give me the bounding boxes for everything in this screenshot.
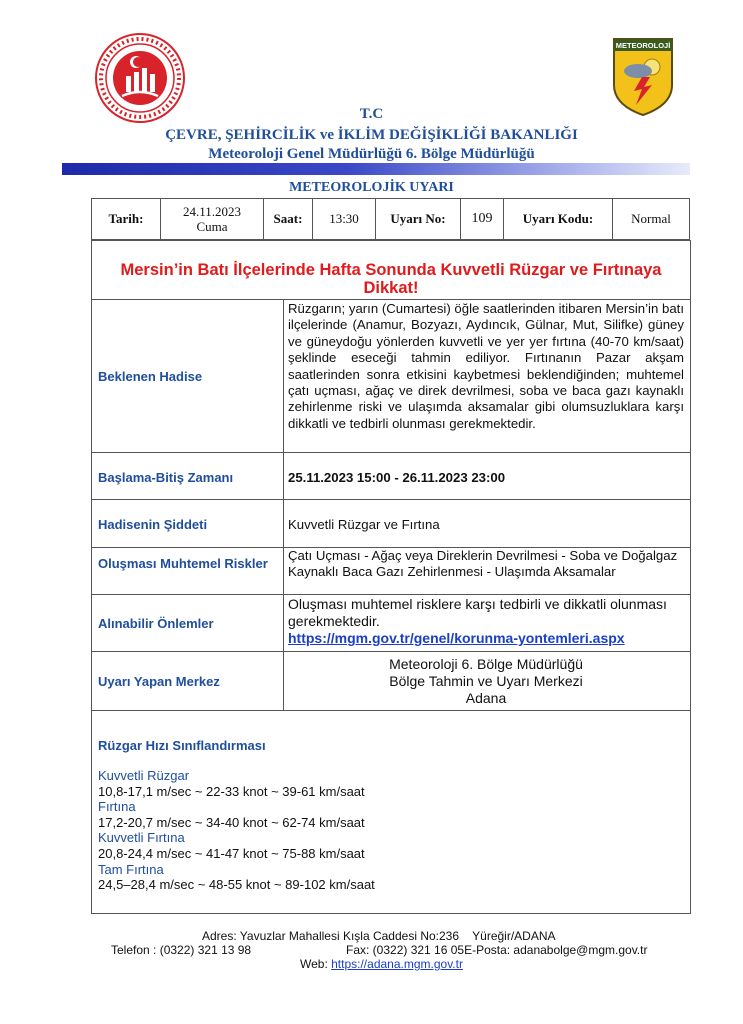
column-divider — [283, 299, 284, 711]
date-label: Tarih: — [92, 199, 161, 240]
meteoroloji-shield-logo — [612, 37, 674, 117]
footer-web — [300, 957, 463, 971]
time-value: 13:30 — [313, 199, 376, 240]
footer-address: Adres: Yavuzlar Mahallesi Kışla Caddesi No:236 Yüreğir/ADANA — [202, 929, 556, 943]
row-divider — [91, 452, 691, 453]
center-line-2: Bölge Tahmin ve Uyarı Merkezi — [389, 673, 583, 689]
protection-methods-link[interactable]: https://mgm.gov.tr/genel/korunma-yontemleri.aspx — [288, 630, 625, 646]
directorate-title: Meteoroloji Genel Müdürlüğü 6. Bölge Müdürlüğü — [208, 146, 535, 162]
severity-value: Kuvvetli Rüzgar ve Fırtına — [288, 517, 440, 532]
wind-class-name: Fırtına — [98, 799, 136, 815]
row-divider — [91, 710, 691, 711]
time-label: Saat: — [264, 199, 313, 240]
center-line-3: Adana — [465, 690, 507, 706]
measures-label: Alınabilir Önlemler — [98, 616, 214, 631]
warning-no-label: Uyarı No: — [376, 199, 461, 240]
wind-class-range: 10,8-17,1 m/sec ~ 22-33 knot ~ 39-61 km/saat — [98, 783, 365, 799]
start-end-time-value: 25.11.2023 15:00 - 26.11.2023 23:00 — [288, 470, 506, 485]
wind-class-name: Kuvvetli Fırtına — [98, 830, 185, 846]
wind-classification-list — [98, 768, 375, 893]
wind-class-name: Tam Fırtına — [98, 861, 164, 877]
wind-class-range: 17,2-20,7 m/sec ~ 34-40 knot ~ 62-74 km/saat — [98, 814, 365, 830]
footer-web-label: Web: — [300, 957, 332, 971]
warning-code-label: Uyarı Kodu: — [504, 199, 613, 240]
row-divider — [91, 594, 691, 595]
start-end-time-label: Başlama-Bitiş Zamanı — [98, 470, 234, 485]
wind-class-name: Kuvvetli Rüzgar — [98, 768, 190, 783]
date-value: 24.11.2023 — [182, 204, 242, 219]
severity-label: Hadisenin Şiddeti — [98, 517, 208, 532]
logo-text: METEOROLOJİ — [615, 41, 671, 50]
wind-class-range: 24,5–28,4 m/sec ~ 48-55 knot ~ 89-102 km/saat — [98, 877, 375, 893]
row-divider — [91, 651, 691, 652]
warning-no-value: 109 — [461, 199, 504, 240]
measures-value: Oluşması muhtemel risklere karşı tedbirli ve dikkatli olunması gerekmektedir. — [288, 596, 667, 629]
header-gradient-bar — [62, 163, 690, 175]
warning-code-value: Normal — [613, 199, 690, 240]
warning-meta-table — [91, 198, 690, 240]
possible-risks-value: Çatı Uçması - Ağaç veya Direklerin Devrilmesi - Soba ve Doğalgaz Kaynaklı Baca Gazı Zehirlenmesi - Ulaşımda Aksamalar — [288, 548, 678, 579]
document-title: METEOROLOJİK UYARI — [289, 180, 454, 195]
footer-web-link[interactable]: https://adana.mgm.gov.tr — [331, 957, 463, 971]
possible-risks-label: Oluşması Muhtemel Riskler — [98, 556, 268, 571]
wind-classification-title: Rüzgar Hızı Sınıflandırması — [98, 738, 266, 753]
date-cell — [161, 199, 264, 240]
issuing-center-label: Uyarı Yapan Merkez — [98, 674, 220, 689]
footer-fax-email: Fax: (0322) 321 16 05E-Posta: adanabolge@mgm.gov.tr — [346, 943, 648, 957]
issuing-center-value — [284, 656, 688, 707]
footer-phone: Telefon : (0322) 321 13 98 — [111, 943, 252, 957]
expected-event-text: Rüzgarın; yarın (Cumartesi) öğle saatlerinden itibaren Mersin’in batı ilçelerinde (Anamur, Bozyazı, Aydıncık, Gülnar, Mut, Silifke) güney ve güneydoğu yönlerden kuvvetli ve yer yer fırtına (40-70 km/saat) şeklinde eseceği tahmin ediliyor. Fırtınanın Pazar akşam saatlerinden sonra etkisini kaybetmesi beklendiğinden; muhtemel çatı uçması, ağaç ve direk devrilmesi, soba ve baca gazı kaynaklı zehirlenme riski ve ulaşımda aksamalar gibi olumsuzluklara karşı dikkatli ve tedbirli olunması gerekmektedir. — [288, 301, 684, 431]
header-tc: T.C — [359, 106, 384, 122]
ministry-title: ÇEVRE, ŞEHİRCİLİK ve İKLİM DEĞİŞİKLİĞİ BAKANLIĞI — [165, 127, 578, 143]
wind-class-range: 20,8-24,4 m/sec ~ 41-47 knot ~ 75-88 km/saat — [98, 845, 365, 861]
day-value: Cuma — [196, 219, 228, 234]
row-divider — [91, 299, 691, 300]
center-line-1: Meteoroloji 6. Bölge Müdürlüğü — [389, 656, 583, 672]
warning-headline: Mersin’in Batı İlçelerinde Hafta Sonunda Kuvvetli Rüzgar ve Fırtınaya Dikkat! — [120, 261, 662, 297]
row-divider — [91, 499, 691, 500]
expected-event-label: Beklenen Hadise — [98, 369, 203, 384]
